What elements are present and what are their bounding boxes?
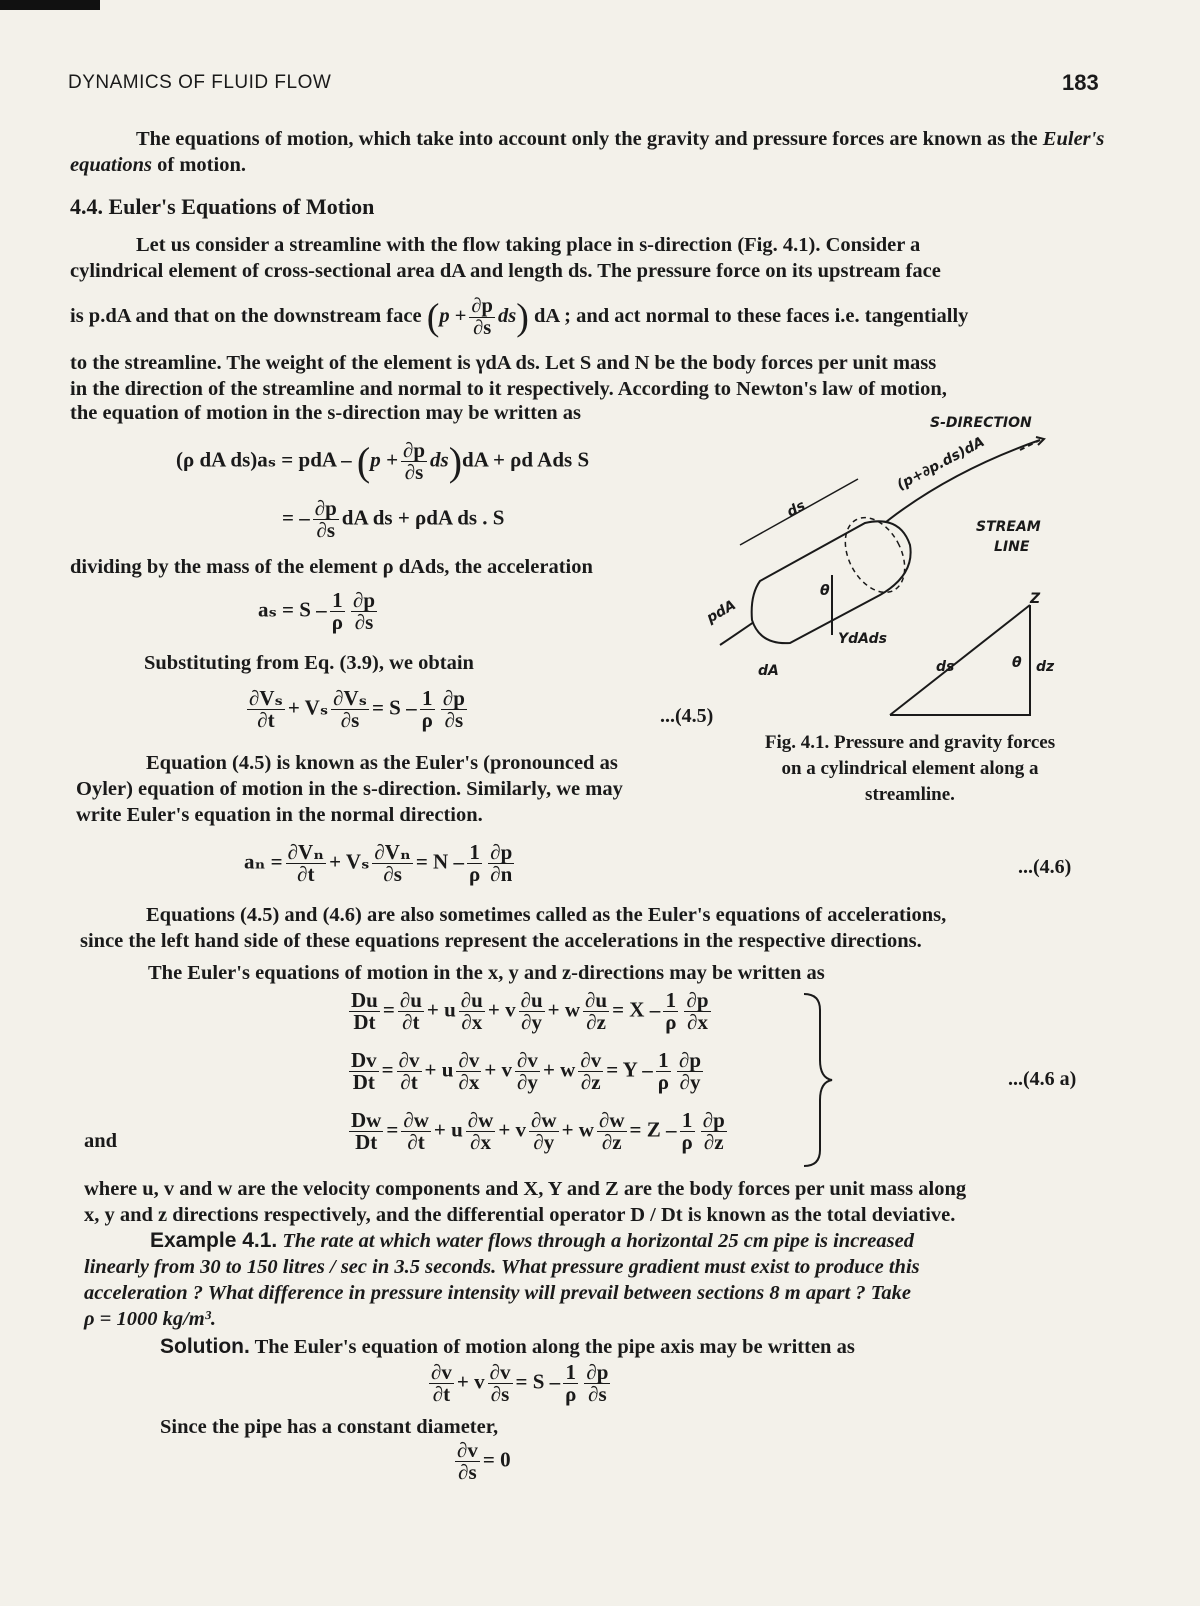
label-theta-triangle: θ: [1012, 655, 1022, 671]
label-stream: STREAM: [976, 519, 1041, 535]
label-ds: ds: [784, 497, 809, 521]
intro-paragraph: The equations of motion, which take into account only the gravity and pressure forces are known as the Euler's equations of motion.: [70, 128, 1105, 176]
right-brace: [800, 990, 840, 1170]
label-z: Z: [1030, 591, 1041, 607]
para5-line2: x, y and z directions respectively, and the differential operator D / Dt is known as the total deviative.: [84, 1204, 956, 1226]
para2-line1: Equation (4.5) is known as the Euler's (pronounced as: [146, 752, 618, 774]
para1-line6: the equation of motion in the s-direction may be written as: [70, 402, 581, 424]
equation-pipe: $\frac{\partial v}{\partial t}$ + v $\frac{\partial v}{\partial s}$ = S – $\frac{1}{\rho}$ $\frac{\partial p}{\partial s}$: [431, 1360, 609, 1406]
example-line4: ρ = 1000 kg/m³.: [84, 1308, 217, 1330]
equation-dv-ds-zero: $\frac{\partial v}{\partial s}$ = 0: [457, 1438, 511, 1484]
eq-label-4-5: ...(4.5): [660, 705, 714, 727]
equation-4-6: aₙ = $\frac{\text{∂Vₙ}}{\partial t}$ + Vₛ $\frac{\text{∂Vₙ}}{\partial s}$ = N – $\frac{1}{\rho}$ $\frac{\partial p}{\partial n}$: [244, 840, 513, 886]
label-dz: dz: [1036, 659, 1055, 675]
label-pda: pdA: [704, 597, 739, 627]
running-title: DYNAMICS OF FLUID FLOW: [68, 72, 332, 93]
label-da: dA: [758, 663, 779, 679]
section-heading: 4.4. Euler's Equations of Motion: [70, 194, 375, 219]
equation-x: $\frac{Du}{Dt}$ = $\frac{\partial u}{\partial t}$ + u $\frac{\partial u}{\partial x}$ + v $\frac{\partial u}{\partial y}$ + w $\frac{\partial u}{\partial z}$ = X – $\frac{1}{\rho}$ $\frac{\partial p}{\partial x}$: [351, 988, 709, 1034]
example-line2: linearly from 30 to 150 litres / sec in 3.5 seconds. What pressure gradient must exist to produce this: [84, 1256, 920, 1278]
para3-line2: since the left hand side of these equations represent the accelerations in the respective directions.: [80, 930, 922, 952]
para4: The Euler's equations of motion in the x, y and z-directions may be written as: [148, 962, 825, 984]
figure-caption: Fig. 4.1. Pressure and gravity forces on a cylindrical element along a streamline.: [764, 732, 1056, 805]
label-line: LINE: [994, 539, 1030, 555]
subst-text: Substituting from Eq. (3.9), we obtain: [144, 652, 474, 674]
label-theta-cylinder: θ: [820, 583, 830, 599]
solution-label: Solution.: [160, 1335, 250, 1358]
triangle-hypotenuse: [890, 605, 1030, 715]
label-ds-triangle: ds: [936, 659, 955, 675]
figure-4-1: [700, 405, 1080, 725]
solution-line: Solution. The Euler's equation of motion along the pipe axis may be written as: [160, 1335, 855, 1358]
para3-line1: Equations (4.5) and (4.6) are also sometimes called as the Euler's equations of accelerations,: [146, 904, 947, 926]
divide-text: dividing by the mass of the element ρ dAds, the acceleration: [70, 556, 593, 578]
para1-line4: to the streamline. The weight of the element is γdA ds. Let S and N be the body forces per unit mass: [70, 352, 937, 374]
example-label: Example 4.1.: [150, 1229, 278, 1252]
equation-z: $\frac{Dw}{Dt}$ = $\frac{\partial w}{\partial t}$ + u $\frac{\partial w}{\partial x}$ + v $\frac{\partial w}{\partial y}$ + w $\frac{\partial w}{\partial z}$ = Z – $\frac{1}{\rho}$ $\frac{\partial p}{\partial z}$: [351, 1108, 725, 1154]
label-ydads: YdAds: [838, 631, 887, 647]
equation-2: = – $\frac{\partial p}{\partial s}$ dA ds + ρdA ds . S: [282, 496, 505, 542]
label-s-direction: S-DIRECTION: [930, 415, 1032, 431]
para1-line5: in the direction of the streamline and normal to it respectively. According to Newton's law of motion,: [70, 378, 947, 400]
label-force-downstream: (p+∂p.ds)dA: [894, 433, 988, 494]
equation-1: (ρ dA ds)aₛ = pdA – (p + $\frac{\partial p}{\partial s}$ ds)dA + ρd Ads S: [176, 438, 590, 484]
para1-line1: Let us consider a streamline with the flow taking place in s-direction (Fig. 4.1). Consider a: [136, 234, 921, 256]
eq-label-4-6a: ...(4.6 a): [1008, 1068, 1077, 1090]
scan-edge-mark: [0, 0, 100, 10]
para2-line3: write Euler's equation in the normal direction.: [76, 804, 483, 826]
and-word: and: [84, 1130, 118, 1152]
equation-3: aₛ = S – $\frac{1}{\rho}$ $\frac{\partial p}{\partial s}$: [258, 588, 375, 634]
para1-line3: is p.dA and that on the downstream face (p + $\frac{\partial p}{\partial s}$ ds) dA ; and act normal to these faces i.e. tangentially: [70, 295, 969, 339]
equation-y: $\frac{Dv}{Dt}$ = $\frac{\partial v}{\partial t}$ + u $\frac{\partial v}{\partial x}$ + v $\frac{\partial v}{\partial y}$ + w $\frac{\partial v}{\partial z}$ = Y – $\frac{1}{\rho}$ $\frac{\partial p}{\partial y}$: [351, 1048, 702, 1094]
equation-4-5: $\frac{\text{∂Vₛ}}{\partial t}$ + Vₛ $\frac{\text{∂Vₛ}}{\partial s}$ = S – $\frac{1}{\rho}$ $\frac{\partial p}{\partial s}$: [249, 686, 465, 732]
para1-line2: cylindrical element of cross-sectional area dA and length ds. The pressure force on its upstream face: [70, 260, 941, 282]
para2-line2: Oyler) equation of motion in the s-direction. Similarly, we may: [76, 778, 623, 800]
page-number: 183: [1062, 70, 1099, 95]
since-text: Since the pipe has a constant diameter,: [160, 1416, 499, 1438]
example-line1: Example 4.1. The rate at which water flows through a horizontal 25 cm pipe is increased: [150, 1229, 914, 1252]
eq-label-4-6: ...(4.6): [1018, 856, 1072, 878]
para5-line1: where u, v and w are the velocity components and X, Y and Z are the body forces per unit mass along: [84, 1178, 967, 1200]
example-line3: acceleration ? What difference in pressure intensity will prevail between sections 8 m apart ? Take: [84, 1282, 912, 1304]
